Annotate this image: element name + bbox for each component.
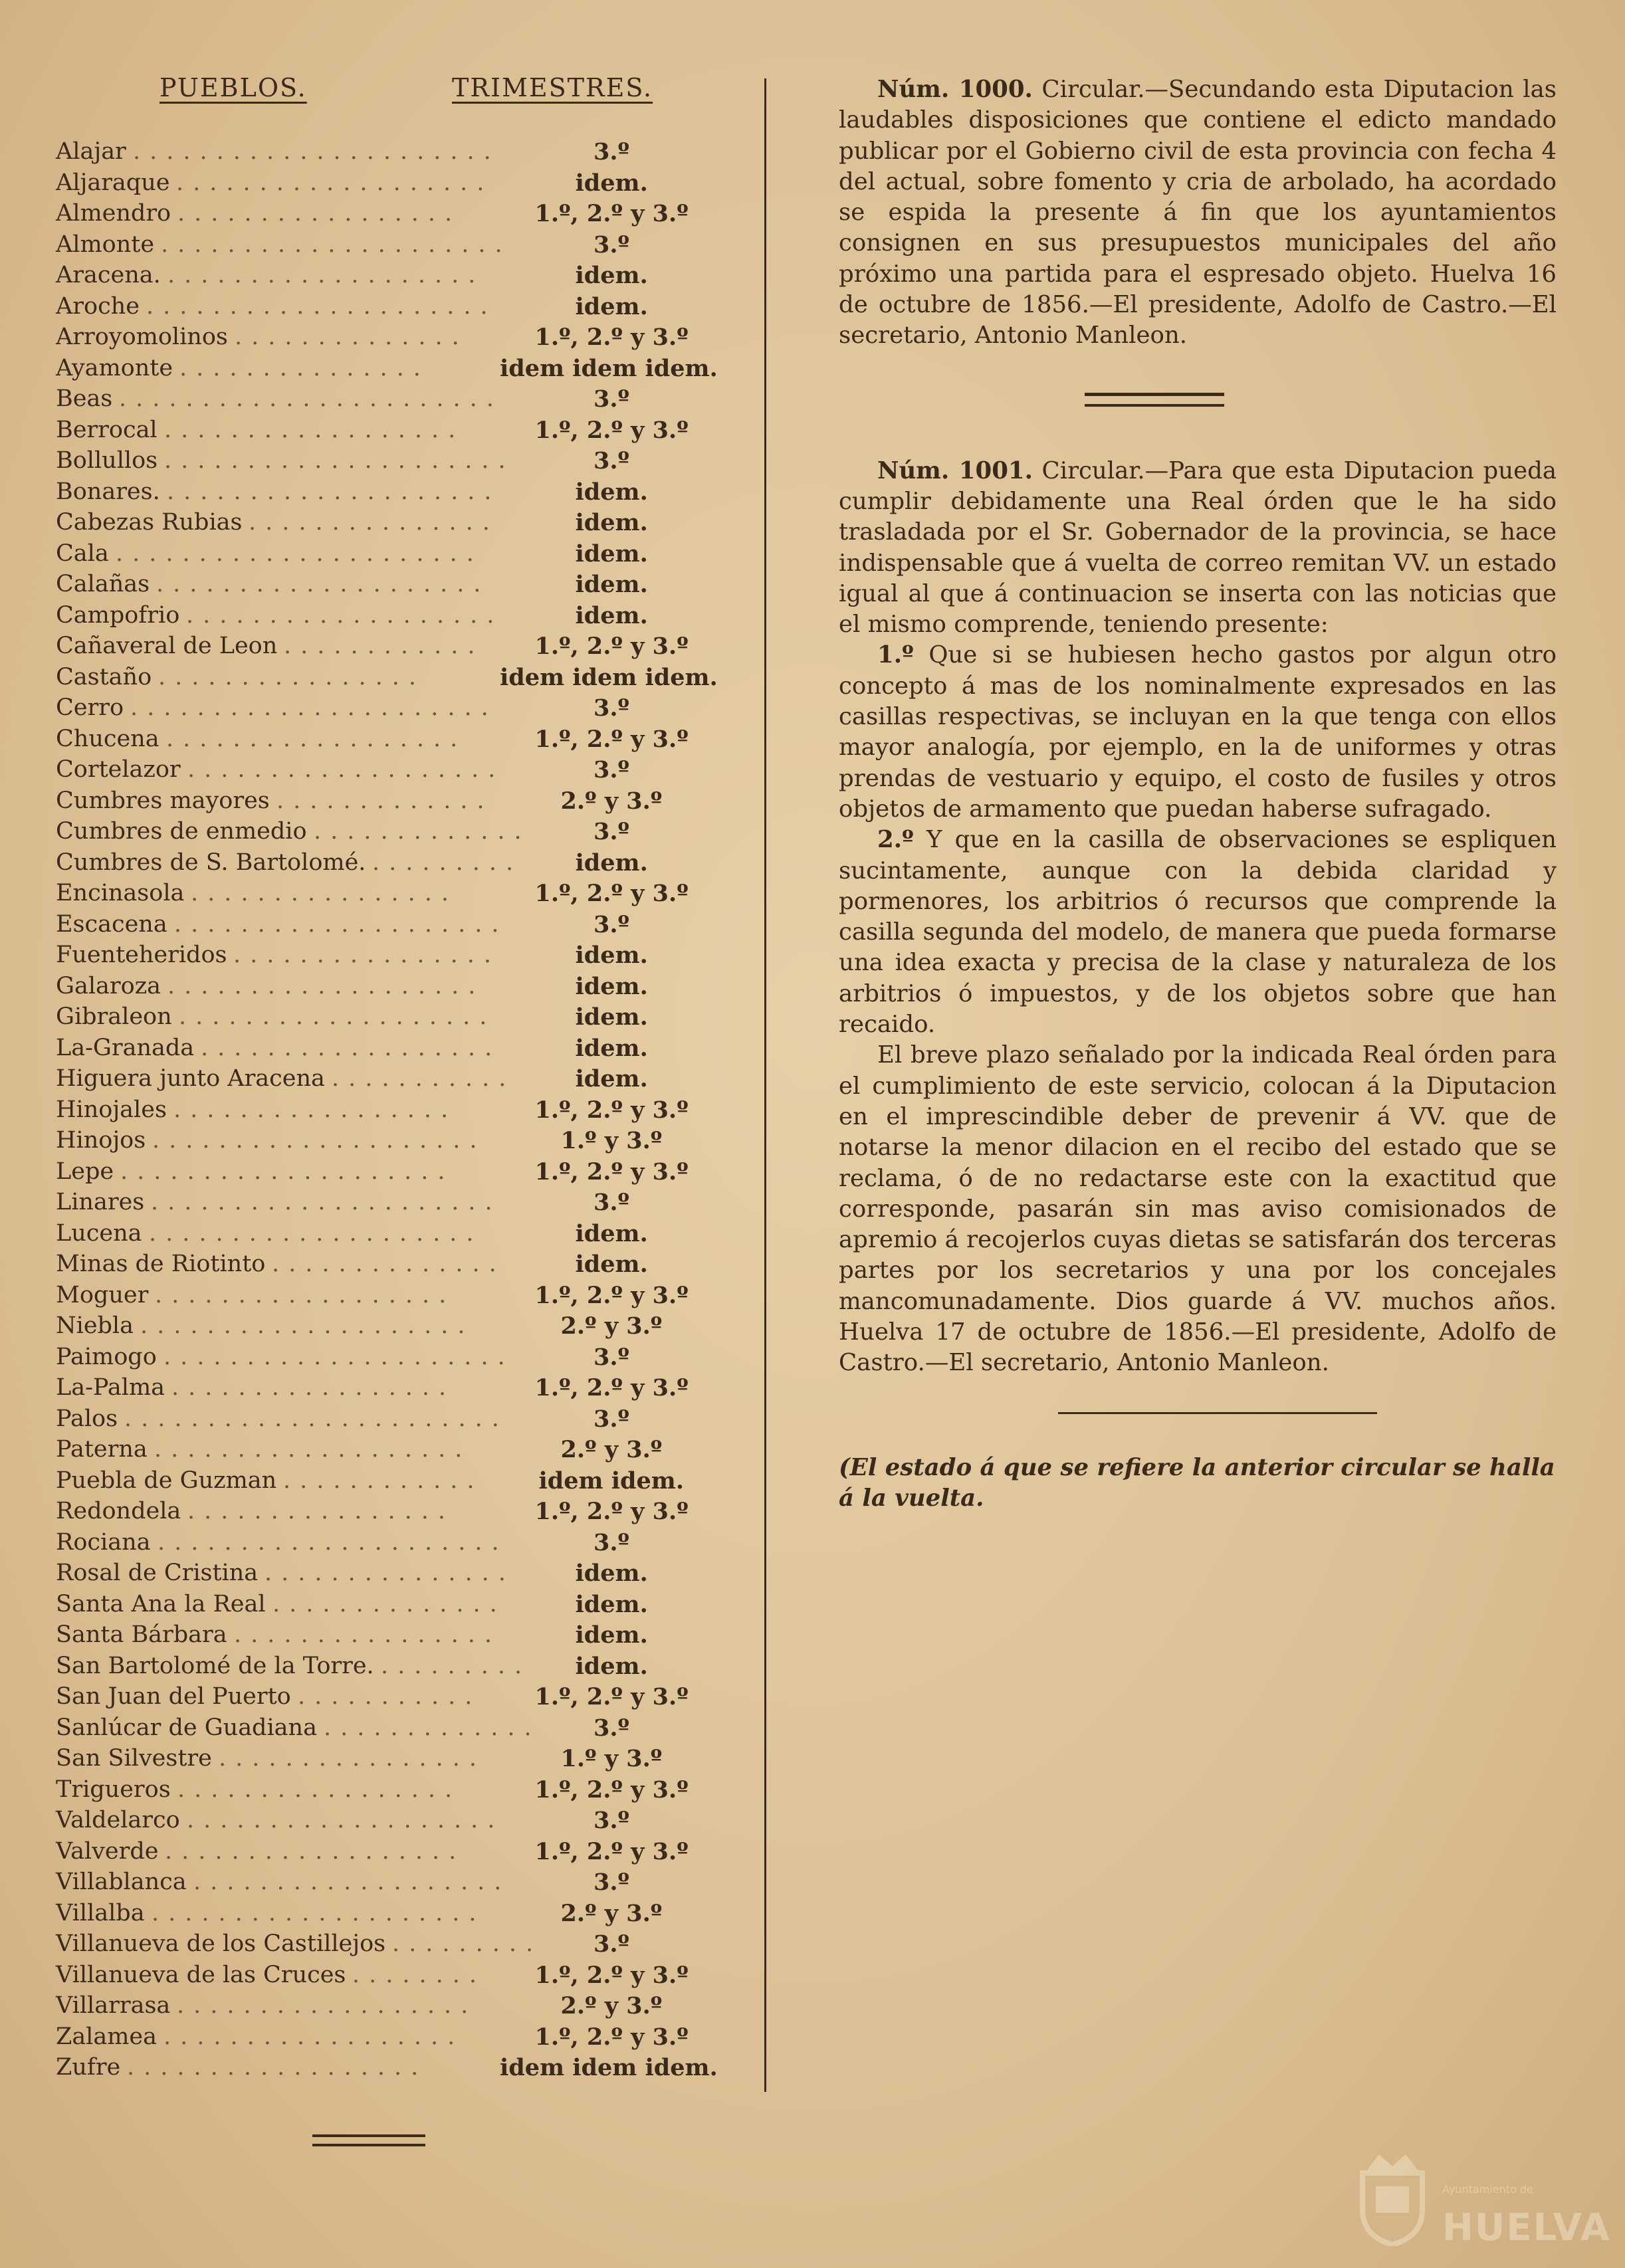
- town-name: Arroyomolinos: [56, 324, 228, 350]
- dot-leader: ................: [219, 1745, 487, 1772]
- dot-leader: ............: [284, 633, 485, 659]
- header-trimestres: TRIMESTRES.: [452, 73, 653, 102]
- table-row: [53, 633, 718, 664]
- quarters-value: 1.º, 2.º y 3.º: [534, 1776, 689, 1804]
- table-row: [53, 1683, 718, 1714]
- dot-leader: ...............: [249, 509, 499, 536]
- dot-leader: ...................: [193, 1869, 511, 1895]
- table-row: [53, 2023, 718, 2055]
- quarters-value: 3.º: [594, 447, 630, 474]
- dot-leader: ....................: [156, 571, 490, 597]
- dot-leader: ................: [234, 1621, 502, 1648]
- dot-leader: ...................: [179, 1003, 496, 1030]
- dot-leader: ....................: [149, 1219, 483, 1247]
- town-name: Hinojos: [56, 1127, 146, 1154]
- quarters-value: 3.º: [594, 910, 630, 938]
- quarters-value: idem idem idem.: [500, 2054, 718, 2081]
- quarters-value: 3.º: [594, 1807, 630, 1834]
- section-rule: [1085, 393, 1224, 407]
- dot-leader: ................: [158, 663, 426, 690]
- town-name: Cañaveral de Leon: [56, 633, 278, 659]
- town-name: Lepe: [56, 1158, 114, 1185]
- table-body: [53, 138, 718, 2085]
- table-row: [53, 1498, 718, 1529]
- town-name: Villablanca: [56, 1869, 187, 1895]
- town-name: Cumbres de enmedio: [56, 818, 307, 845]
- table-row: [53, 1962, 718, 1993]
- town-name: Valdelarco: [56, 1807, 180, 1833]
- table-row: [53, 1838, 718, 1869]
- note: (El estado á que se refiere la anterior circular se halla á la vuelta.: [839, 1453, 1555, 1512]
- quarters-value: 3.º: [594, 1528, 630, 1556]
- dot-leader: .............: [324, 1714, 541, 1741]
- end-rule: [312, 2134, 425, 2137]
- dot-leader: ................: [187, 1498, 455, 1524]
- dot-leader: ...................: [176, 169, 494, 196]
- dot-leader: .........: [372, 849, 523, 876]
- column-divider: [764, 78, 766, 2092]
- dot-leader: .....................: [161, 231, 512, 258]
- dot-leader: ................: [191, 880, 459, 906]
- quarters-value: idem.: [575, 540, 648, 567]
- archive-stamp: [1349, 2146, 1611, 2253]
- town-name: Aroche: [56, 292, 140, 320]
- quarters-value: 3.º: [594, 138, 630, 165]
- quarters-value: idem.: [575, 1065, 648, 1092]
- dot-leader: .................: [173, 1096, 458, 1123]
- town-name: Villanueva de los Castillejos: [56, 1930, 386, 1957]
- quarters-value: 3.º: [594, 231, 630, 258]
- table-row: [53, 417, 718, 448]
- table-row: [53, 231, 718, 262]
- quarters-value: idem.: [575, 849, 648, 876]
- town-name: La-Palma: [56, 1374, 165, 1401]
- table-row: [53, 200, 718, 231]
- table-row: [53, 1003, 718, 1035]
- point-number: 2.º: [877, 826, 914, 854]
- dot-leader: ...........: [332, 1065, 516, 1092]
- quarters-value: idem.: [575, 169, 648, 197]
- table-row: [53, 169, 718, 201]
- dot-leader: .............: [314, 818, 531, 845]
- town-name: Hinojales: [56, 1096, 167, 1123]
- table-row: [53, 726, 718, 757]
- table-row: [53, 1344, 718, 1375]
- dot-leader: .................: [177, 1776, 462, 1803]
- town-name: Cala: [56, 540, 109, 567]
- quarters-value: 1.º, 2.º y 3.º: [534, 1281, 689, 1309]
- table-row: [53, 478, 718, 510]
- table-row: [53, 262, 718, 293]
- quarters-value: 1.º, 2.º y 3.º: [534, 200, 689, 227]
- table-row: [53, 1776, 718, 1807]
- table-row: [53, 1869, 718, 1900]
- quarters-value: 1.º, 2.º y 3.º: [534, 1374, 689, 1401]
- town-name: Cumbres de S. Bartolomé.: [56, 849, 366, 876]
- circular-1000: [839, 74, 1557, 352]
- town-name: Zalamea: [56, 2023, 158, 2050]
- dot-leader: ...................: [167, 972, 485, 999]
- town-name: Beas: [56, 385, 113, 412]
- town-name: Paterna: [56, 1436, 148, 1463]
- quarters-value: idem.: [575, 1003, 648, 1031]
- town-name: Encinasola: [56, 880, 185, 906]
- dot-leader: ..................: [163, 2023, 465, 2050]
- dot-leader: ......................: [133, 138, 500, 165]
- dot-leader: ................: [233, 942, 501, 968]
- town-name: Escacena: [56, 910, 167, 938]
- quarters-value: 3.º: [594, 1930, 630, 1958]
- circular-text: Circular.—Para que esta Diputacion pueda cumplir debidamente una Real órden que le ha sido trasladada por el Sr. Gobernador de la provincia, se hace indispensable que á vuelta de correo remitan VV. un estado igual al que á continuacion se inserta con las noticias que el mismo comprende, teniendo presente:: [839, 457, 1557, 639]
- table-row: [53, 1900, 718, 1931]
- dot-leader: ...................: [154, 1436, 472, 1463]
- quarters-value: idem.: [575, 1621, 648, 1649]
- quarters-value: idem idem idem.: [500, 663, 718, 691]
- dot-leader: .......................: [124, 1405, 508, 1432]
- table-row: [53, 1807, 718, 1838]
- quarters-value: idem.: [575, 942, 648, 969]
- town-name: Palos: [56, 1405, 118, 1432]
- quarters-value: 3.º: [594, 756, 630, 783]
- table-row: [53, 911, 718, 942]
- town-name: Bollullos: [56, 447, 158, 474]
- quarters-value: idem.: [575, 601, 648, 629]
- table-row: [53, 1714, 718, 1746]
- dot-leader: ...................: [187, 1807, 504, 1833]
- circular-number: Núm. 1000.: [877, 76, 1033, 103]
- dot-leader: ....................: [167, 478, 501, 505]
- dot-leader: ..............: [272, 1590, 506, 1617]
- dot-leader: ......................: [130, 694, 498, 721]
- town-name: Chucena: [56, 725, 160, 752]
- table-row: [53, 787, 718, 819]
- quarters-value: idem idem idem.: [500, 354, 718, 382]
- dot-leader: .....................: [163, 1343, 514, 1370]
- quarters-value: 1.º, 2.º y 3.º: [534, 1096, 689, 1124]
- table-row: [53, 1035, 718, 1066]
- quarters-value: 3.º: [594, 1343, 630, 1371]
- table-row: [53, 1529, 718, 1560]
- town-name: Puebla de Guzman: [56, 1467, 277, 1494]
- quarters-value: 2.º y 3.º: [560, 787, 663, 815]
- table-row: [53, 1405, 718, 1437]
- table-row: [53, 571, 718, 602]
- circular-text: Circular.—Secundando esta Diputacion las laudables disposiciones que contiene el edicto mandado publicar por el Gobierno civil de esta provincia con fecha 4 del actual, sobre fomento y cria de arbolado, ha acordado se espida la presente á fin que los ayuntamientos consignen en sus presupuestos municipales del año próximo una partida para el espresado objeto. Huelva 16 de octubre de 1856.—El presidente, Adolfo de Castro.—El secretario, Antonio Manleon.: [839, 76, 1557, 350]
- town-name: Calañas: [56, 571, 150, 597]
- quarters-value: idem.: [575, 262, 648, 289]
- table-row: [53, 1930, 718, 1962]
- quarters-value: 1.º y 3.º: [560, 1127, 663, 1154]
- quarters-value: 1.º, 2.º y 3.º: [534, 1683, 689, 1710]
- town-name: Cortelazor: [56, 756, 181, 783]
- quarters-value: 1.º, 2.º y 3.º: [534, 324, 689, 351]
- point-text: Que si se hubiesen hecho gastos por algun otro concepto á mas de los nominalmente expresados en las casillas respectivas, se incluyan en la que tenga con ellos mayor analogía, por ejemplo, en la de uniformes y otras prendas de vestuario y equipo, el costo de fusiles y otros objetos de armamento que puedan haberse sufragado.: [839, 641, 1557, 823]
- town-name: Linares: [56, 1189, 145, 1215]
- town-name: Moguer: [56, 1281, 149, 1308]
- quarters-value: 1.º y 3.º: [560, 1745, 663, 1772]
- town-name: Cerro: [56, 694, 124, 721]
- quarters-value: idem.: [575, 509, 648, 536]
- quarters-value: idem.: [575, 1590, 648, 1618]
- quarters-value: 2.º y 3.º: [560, 1992, 663, 2019]
- table-row: [53, 1065, 718, 1096]
- table-row: [53, 1096, 718, 1128]
- table-row: [53, 1653, 718, 1684]
- town-name: Paimogo: [56, 1343, 157, 1370]
- quarters-value: 1.º, 2.º y 3.º: [534, 1498, 689, 1525]
- dot-leader: ..................: [155, 1281, 456, 1308]
- town-name: Gibraleon: [56, 1003, 172, 1030]
- dot-leader: .........: [381, 1652, 532, 1679]
- towns-table: [53, 66, 718, 2081]
- dot-leader: ......................: [116, 540, 483, 567]
- town-name: Aljaraque: [56, 169, 170, 196]
- table-row: [53, 1189, 718, 1220]
- town-name: Berrocal: [56, 416, 158, 443]
- quarters-value: idem.: [575, 1652, 648, 1680]
- quarters-value: 3.º: [594, 1405, 630, 1433]
- town-name: Aracena.: [56, 262, 161, 288]
- dot-leader: .................: [171, 1374, 456, 1401]
- circular-number: Núm. 1001.: [877, 457, 1033, 484]
- town-name: Higuera junto Aracena: [56, 1065, 325, 1092]
- town-name: Almonte: [56, 231, 155, 258]
- quarters-value: 3.º: [594, 1189, 630, 1216]
- table-row: [53, 447, 718, 478]
- table-row: [53, 942, 718, 973]
- town-name: Rosal de Cristina: [56, 1560, 259, 1586]
- table-row: [53, 1282, 718, 1313]
- dot-leader: .....................: [158, 1528, 508, 1556]
- table-row: [53, 540, 718, 571]
- quarters-value: 1.º, 2.º y 3.º: [534, 880, 689, 907]
- quarters-value: 1.º, 2.º y 3.º: [534, 2023, 689, 2051]
- table-row: [53, 1251, 718, 1282]
- table-row: [53, 2054, 718, 2085]
- quarters-value: 3.º: [594, 385, 630, 413]
- town-name: Villalba: [56, 1899, 145, 1926]
- table-row: [53, 1467, 718, 1498]
- dot-leader: ...............: [179, 354, 430, 381]
- table-row: [53, 293, 718, 324]
- dot-leader: .....................: [164, 447, 515, 474]
- town-name: Rociana: [56, 1528, 151, 1556]
- town-name: San Bartolomé de la Torre.: [56, 1652, 374, 1679]
- table-row: [53, 1312, 718, 1344]
- dot-leader: ....................: [152, 1127, 487, 1154]
- town-name: Campofrio: [56, 601, 180, 629]
- town-name: Redondela: [56, 1498, 181, 1524]
- point-2: [839, 825, 1557, 1040]
- closing-paragraph: El breve plazo señalado por la indicada Real órden para el cumplimiento de este servicio, colocan á la Diputacion en el imprescindible deber de prevenir á VV. que de notarse la menor dilacion en el recibo del estado que se reclama, ó de no redactarse este con la exactitud que corresponde, pasarán sin mas aviso comisionados de apremio á recojerlos cuyas dietas se satisfarán dos terceras partes por los secretarios y una por los concejales mancomunadamente. Dios guarde á VV. muchos años. Huelva 17 de octubre de 1856.—El presidente, Adolfo de Castro.—El secretario, Antonio Manleon.: [839, 1041, 1557, 1377]
- dot-leader: ...................: [167, 262, 485, 288]
- table-row: [53, 880, 718, 911]
- dot-leader: ...................: [186, 601, 504, 629]
- town-name: Villanueva de las Cruces: [56, 1961, 346, 1988]
- town-name: Zufre: [56, 2054, 121, 2081]
- table-row: [53, 1374, 718, 1405]
- dot-leader: ....................: [152, 1899, 486, 1926]
- table-row: [53, 756, 718, 787]
- point-1: [839, 640, 1557, 825]
- dot-leader: .......................: [119, 385, 503, 412]
- town-name: Santa Ana la Real: [56, 1590, 266, 1617]
- dot-leader: ..............: [272, 1251, 506, 1277]
- dot-leader: ...............: [265, 1560, 515, 1586]
- table-row: [53, 1436, 718, 1467]
- table-row: [53, 849, 718, 880]
- table-row: [53, 694, 718, 726]
- point-number: 1.º: [877, 641, 914, 669]
- dot-leader: ..............: [235, 324, 469, 350]
- dot-leader: .....................: [151, 1189, 502, 1215]
- town-name: Minas de Riotinto: [56, 1251, 266, 1277]
- table-row: [53, 1745, 718, 1776]
- quarters-value: 1.º, 2.º y 3.º: [534, 1158, 689, 1186]
- town-name: Sanlúcar de Guadiana: [56, 1714, 317, 1741]
- dot-leader: ..................: [166, 725, 467, 752]
- table-row: [53, 355, 718, 386]
- table-row: [53, 1560, 718, 1591]
- dot-leader: .............: [276, 787, 494, 814]
- town-name: La-Granada: [56, 1034, 195, 1061]
- circulars-column: [839, 74, 1557, 1514]
- quarters-value: idem.: [575, 1034, 648, 1062]
- town-name: Trigueros: [56, 1776, 171, 1803]
- dot-leader: .................: [177, 200, 462, 227]
- quarters-value: idem.: [575, 478, 648, 506]
- dot-leader: ............: [283, 1467, 484, 1494]
- end-rule: [312, 2144, 425, 2146]
- crest-icon: [1349, 2146, 1436, 2246]
- table-row: [53, 664, 718, 695]
- table-row: [53, 385, 718, 417]
- table-row: [53, 509, 718, 540]
- table-header: [53, 66, 718, 113]
- point-text: Y que en la casilla de observaciones se espliquen sucintamente, aunque con la debida claridad y pormenores, los arbitrios ó recursos que comprende la casilla segunda del modelo, de manera que pueda formarse una idea exacta y precisa de la clase y naturaleza de los arbitrios ó impuestos, y de los objetos sobre que han recaido.: [839, 826, 1557, 1039]
- stamp-label: HUELVA: [1442, 2206, 1611, 2249]
- town-name: Galaroza: [56, 972, 161, 999]
- quarters-value: 1.º, 2.º y 3.º: [534, 1961, 689, 1989]
- table-row: [53, 324, 718, 355]
- table-row: [53, 1220, 718, 1251]
- quarters-value: 3.º: [594, 818, 630, 845]
- dot-leader: ....................: [174, 910, 508, 938]
- town-name: San Silvestre: [56, 1745, 212, 1772]
- town-name: San Juan del Puerto: [56, 1683, 291, 1710]
- table-row: [53, 1158, 718, 1189]
- stamp-sub: Ayuntamiento de: [1442, 2183, 1533, 2196]
- town-name: Almendro: [56, 200, 171, 227]
- quarters-value: 1.º, 2.º y 3.º: [534, 1837, 689, 1865]
- dot-leader: ..................: [164, 416, 465, 443]
- town-name: Ayamonte: [56, 354, 173, 381]
- dot-leader: ..................: [201, 1034, 502, 1061]
- table-row: [53, 138, 718, 169]
- header-pueblos: PUEBLOS.: [160, 73, 307, 102]
- dot-leader: ...................: [187, 756, 505, 783]
- quarters-value: idem.: [575, 972, 648, 1000]
- town-name: Alajar: [56, 138, 126, 165]
- quarters-value: idem idem.: [538, 1467, 685, 1495]
- quarters-value: 3.º: [594, 694, 630, 722]
- town-name: Cumbres mayores: [56, 787, 270, 814]
- quarters-value: idem.: [575, 1251, 648, 1278]
- dot-leader: ...........: [298, 1683, 482, 1710]
- table-row: [53, 973, 718, 1004]
- quarters-value: 2.º y 3.º: [560, 1899, 663, 1927]
- dot-leader: ..................: [127, 2054, 428, 2081]
- table-row: [53, 1992, 718, 2023]
- town-name: Santa Bárbara: [56, 1621, 227, 1648]
- quarters-value: 1.º, 2.º y 3.º: [534, 416, 689, 444]
- dot-leader: ....................: [140, 1312, 475, 1339]
- quarters-value: 3.º: [594, 1869, 630, 1896]
- circular-1001: [839, 456, 1557, 641]
- dot-leader: .........: [392, 1930, 543, 1957]
- town-name: Fuenteheridos: [56, 942, 227, 968]
- table-row: [53, 1127, 718, 1158]
- quarters-value: idem.: [575, 1219, 648, 1247]
- dot-leader: ..................: [177, 1992, 478, 2019]
- quarters-value: 2.º y 3.º: [560, 1436, 663, 1463]
- quarters-value: 2.º y 3.º: [560, 1312, 663, 1340]
- town-name: Villarrasa: [56, 1992, 171, 2019]
- quarters-value: 1.º, 2.º y 3.º: [534, 633, 689, 660]
- dot-leader: .....................: [146, 292, 497, 320]
- quarters-value: idem.: [575, 1560, 648, 1587]
- table-row: [53, 602, 718, 633]
- dot-leader: ..................: [165, 1837, 466, 1865]
- town-name: Cabezas Rubias: [56, 509, 243, 536]
- dot-leader: ....................: [120, 1158, 455, 1185]
- table-row: [53, 1621, 718, 1653]
- town-name: Bonares.: [56, 478, 160, 505]
- quarters-value: 3.º: [594, 1714, 630, 1742]
- town-name: Valverde: [56, 1837, 159, 1865]
- town-name: Niebla: [56, 1312, 134, 1339]
- quarters-value: idem.: [575, 292, 648, 320]
- quarters-value: idem.: [575, 571, 648, 598]
- quarters-value: 1.º, 2.º y 3.º: [534, 725, 689, 753]
- dot-leader: ........: [352, 1961, 487, 1988]
- town-name: Castaño: [56, 663, 152, 690]
- table-row: [53, 1591, 718, 1622]
- town-name: Lucena: [56, 1219, 142, 1247]
- table-row: [53, 818, 718, 849]
